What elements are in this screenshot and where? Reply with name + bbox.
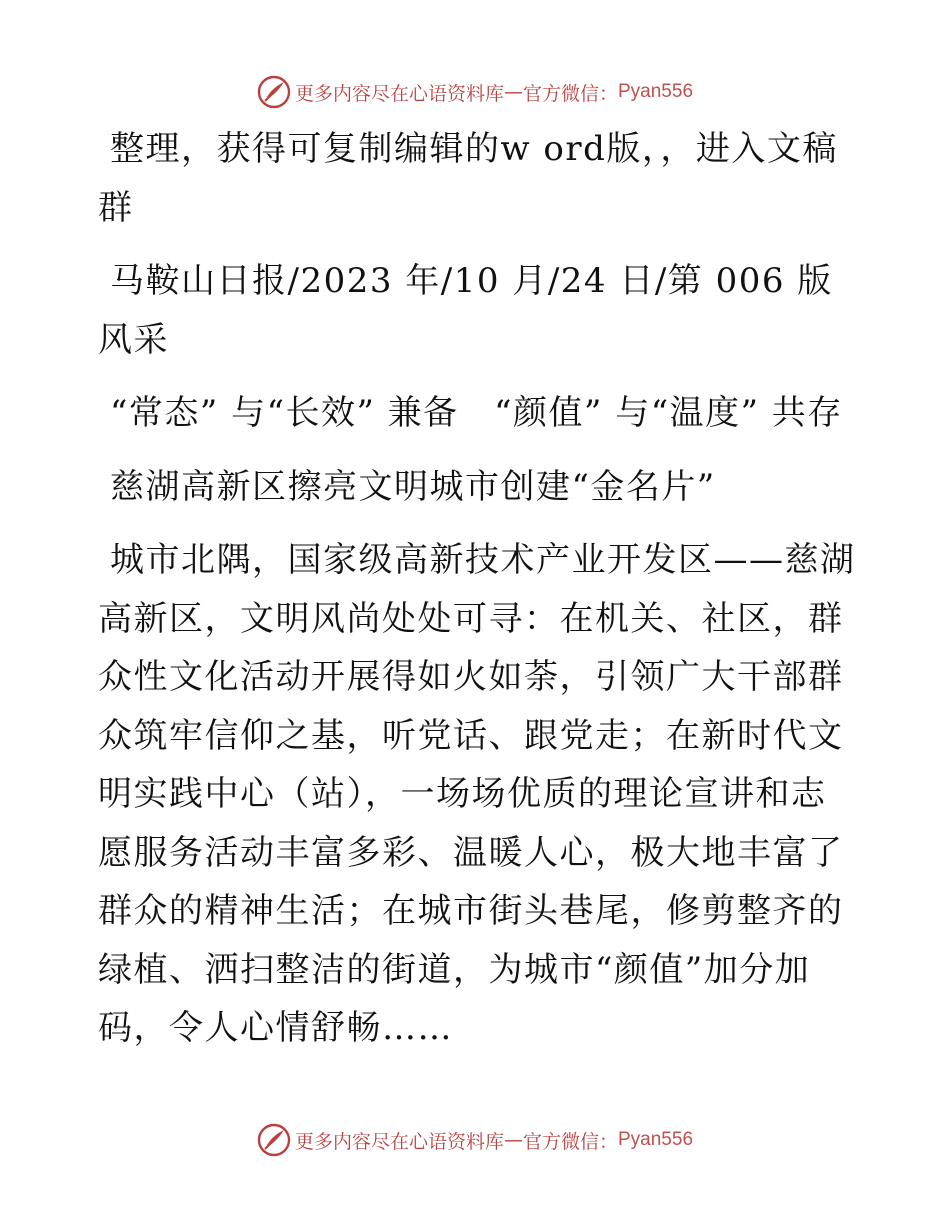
paragraph-headline: “常态” 与“长效” 兼备 “颜值” 与“温度” 共存: [110, 393, 843, 433]
footer-banner: [0, 1118, 950, 1162]
header-banner: [0, 70, 950, 114]
banner-wechat-id: Pyan556: [618, 1129, 694, 1150]
banner-separator: —: [503, 81, 523, 103]
banner-site-text: 更多内容尽在心语资料库: [294, 1130, 504, 1153]
banner-site-text: 更多内容尽在心语资料库: [294, 82, 504, 105]
document-body: [98, 120, 858, 1073]
banner-wechat-label: 官方微信：: [522, 82, 618, 105]
paragraph-body: 城市北隅，国家级高新技术产业开发区——慈湖高新区，文明风尚处处可寻：在机关、社区，群众性文化活动开展得如火如荼，引领广大干部群众筑牢信仰之基，听党话、跟党走；在新时代文明实践中心（站），一场场优质的理论宣讲和志愿服务活动丰富多彩、温暖人心，极大地丰富了群众的精神生活；在城市街头巷尾，修剪整齐的绿植、洒扫整洁的街道，为城市“颜值”加分加码，令人心情舒畅……: [98, 540, 856, 1048]
paragraph-subheadline: 慈湖高新区擦亮文明城市创建“金名片”: [110, 466, 716, 507]
banner-separator: —: [503, 1129, 523, 1151]
banner-wechat-id: Pyan556: [618, 81, 694, 102]
paragraph-intro: 整理，获得可复制编辑的w ord版，，进入文稿群: [98, 129, 838, 228]
paragraph-source: 马鞍山日报/2023 年/10 月/24 日/第 006 版风采: [98, 261, 833, 360]
feather-seal-icon: [257, 75, 291, 109]
feather-seal-icon: [257, 1123, 291, 1157]
banner-wechat-label: 官方微信：: [522, 1130, 618, 1153]
